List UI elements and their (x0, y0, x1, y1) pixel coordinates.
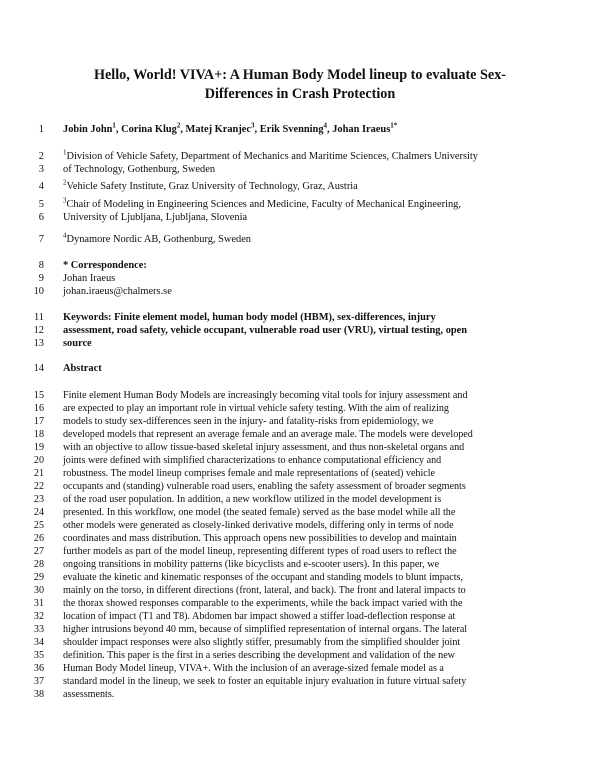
author-name: Matej Kranjec (185, 124, 251, 135)
line-number: 1 (38, 124, 44, 135)
author-affiliation-mark: 4 (323, 121, 328, 130)
keywords-text: Keywords: Finite element model, human body model (HBM), sex-differences, injury (63, 312, 436, 323)
author-name: Jobin John (63, 124, 113, 135)
line-number: 36 (33, 663, 44, 674)
title-line-2: Differences in Crash Protection (204, 86, 396, 102)
line-number: 31 (33, 598, 44, 609)
abstract-text: ongoing transitions in mobility patterns (like bicyclists and e-scooter users). In this paper, we (63, 559, 440, 570)
line-number: 17 (33, 416, 44, 427)
abstract-text: the thorax showed responses comparable to the experiments, while the back impact varied with the (63, 598, 463, 609)
author-affiliation-mark: 2 (176, 121, 181, 130)
affiliation (63, 150, 478, 163)
line-number: 7 (38, 234, 44, 245)
line-number: 33 (33, 624, 44, 635)
abstract-text: developed models that represent an average female and an average male. The models were developed (63, 429, 473, 440)
keywords-text: source (63, 338, 92, 349)
author-name: Erik Svenning (259, 124, 324, 135)
affiliation-mark: 4 (63, 231, 67, 240)
line-number: 26 (33, 533, 44, 544)
author-name: Corina Klug (121, 124, 177, 135)
affiliation-text: Vehicle Safety Institute, Graz University of Technology, Graz, Austria (66, 181, 358, 192)
abstract-text: assessments. (63, 689, 115, 700)
author-affiliation-mark: 1 (112, 121, 116, 130)
affiliation-mark: 3 (63, 196, 67, 205)
abstract-text: models to study sex-differences seen in the injury- and fatality-risks from epidemiology, we (63, 416, 434, 427)
affiliation (63, 198, 461, 211)
line-number: 8 (38, 260, 44, 271)
line-number: 32 (33, 611, 44, 622)
affiliation-text: Division of Vehicle Safety, Department of Mechanics and Maritime Sciences, Chalmers University (66, 151, 478, 162)
affiliation-text: Dynamore Nordic AB, Gothenburg, Sweden (66, 234, 251, 245)
correspondence-name: Johan Iraeus (63, 273, 116, 284)
abstract-text: of the road user population. In addition, a new workflow utilized in the model development is (63, 494, 442, 505)
affiliation-mark: 2 (63, 178, 67, 187)
line-number: 13 (33, 338, 44, 349)
abstract-text: location of impact (T1 and T8). Abdomen bar impact showed a stiffer load-deflection response at (63, 611, 456, 622)
correspondence-email: johan.iraeus@chalmers.se (63, 286, 172, 297)
line-number: 28 (33, 559, 44, 570)
abstract-text: are expected to play an important role in virtual vehicle safety testing. With the aim of realizing (63, 403, 449, 414)
affiliation (63, 233, 251, 246)
abstract-text: presented. In this workflow, one model (the seated female) served as the base model while all the (63, 507, 456, 518)
line-number: 19 (33, 442, 44, 453)
line-number: 23 (33, 494, 44, 505)
abstract-text: mainly on the torso, in different directions (front, lateral, and back). The front and lateral impacts to (63, 585, 466, 596)
affiliation (63, 180, 358, 193)
line-number: 37 (33, 676, 44, 687)
affiliation-mark: 1 (63, 148, 67, 157)
abstract-text: joints were defined with simplified characterizations to enhance computational efficiency and (63, 455, 442, 466)
line-number: 29 (33, 572, 44, 583)
abstract-text: coordinates and mass distribution. This approach opens new possibilities to develop and maintain (63, 533, 457, 544)
abstract-text: further models as part of the model lineup, representing different types of road users to reflect the (63, 546, 457, 557)
line-number: 3 (38, 164, 44, 175)
author-name: Johan Iraeus (332, 124, 391, 135)
author-affiliation-mark: 3 (251, 121, 255, 130)
line-number: 11 (33, 312, 44, 323)
abstract-text: occupants and (standing) vulnerable road users, enabling the safety assessment of broader segments (63, 481, 466, 492)
line-number: 15 (33, 390, 44, 401)
abstract-text: higher intrusions beyond 40 mm, because of simplified representation of internal organs. The lateral (63, 624, 468, 635)
abstract-text: robustness. The model lineup comprises female and male representations of (seated) vehicle (63, 468, 436, 479)
line-number: 22 (33, 481, 44, 492)
line-number: 5 (38, 199, 44, 210)
author-affiliation-mark: 1* (390, 121, 398, 130)
line-number: 16 (33, 403, 44, 414)
title-line-1: Hello, World! VIVA+: A Human Body Model lineup to evaluate Sex- (93, 67, 507, 83)
paper-title (40, 66, 560, 104)
line-number: 20 (33, 455, 44, 466)
keywords-text: assessment, road safety, vehicle occupant, vulnerable road user (VRU), virtual testing, open (63, 325, 468, 336)
line-number: 12 (33, 325, 44, 336)
abstract-text: evaluate the kinetic and kinematic responses of the occupant and standing models to blunt impacts, (63, 572, 463, 583)
line-number: 14 (33, 363, 44, 374)
abstract-text: shoulder impact responses were also slightly stiffer, presumably from the simplified shoulder joint (63, 637, 461, 648)
abstract-text: definition. This paper is the first in a series describing the development and validation of the new (63, 650, 455, 661)
line-number: 21 (33, 468, 44, 479)
line-number: 35 (33, 650, 44, 661)
correspondence-label: * Correspondence: (63, 260, 147, 271)
line-number: 34 (33, 637, 44, 648)
line-number: 27 (33, 546, 44, 557)
line-number: 4 (38, 181, 44, 192)
line-number: 24 (33, 507, 44, 518)
abstract-text: standard model in the lineup, we seek to foster an equitable injury evaluation in future virtual safety (63, 676, 467, 687)
line-number: 9 (38, 273, 44, 284)
abstract-heading: Abstract (63, 363, 102, 374)
abstract-text: other models were generated as closely-linked derivative models, differing only in terms of node (63, 520, 454, 531)
line-number: 2 (38, 151, 44, 162)
affiliation-text: University of Ljubljana, Ljubljana, Slovenia (63, 212, 248, 223)
abstract-text: Finite element Human Body Models are increasingly becoming vital tools for injury assessment and (63, 390, 468, 401)
line-number: 30 (33, 585, 44, 596)
author-list: Jobin John$^1$, Corina Klug$^2$, Matej Kranjec$^3$, Erik Svenning$^4$, Johan Iraeus$^{1*}$ (63, 121, 398, 135)
line-number: 10 (33, 286, 44, 297)
line-number: 25 (33, 520, 44, 531)
affiliation-text: Chair of Modeling in Engineering Sciences and Medicine, Faculty of Mechanical Engineering, (66, 199, 461, 210)
line-number: 38 (33, 689, 44, 700)
line-number: 6 (38, 212, 44, 223)
line-number: 18 (33, 429, 44, 440)
abstract-text: with an objective to allow tissue-based skeletal injury assessment, and thus non-skeletal organs and (63, 442, 465, 453)
abstract-text: Human Body Model lineup, VIVA+. With the inclusion of an average-sized female model as a (63, 663, 444, 674)
affiliation-text: of Technology, Gothenburg, Sweden (63, 164, 216, 175)
